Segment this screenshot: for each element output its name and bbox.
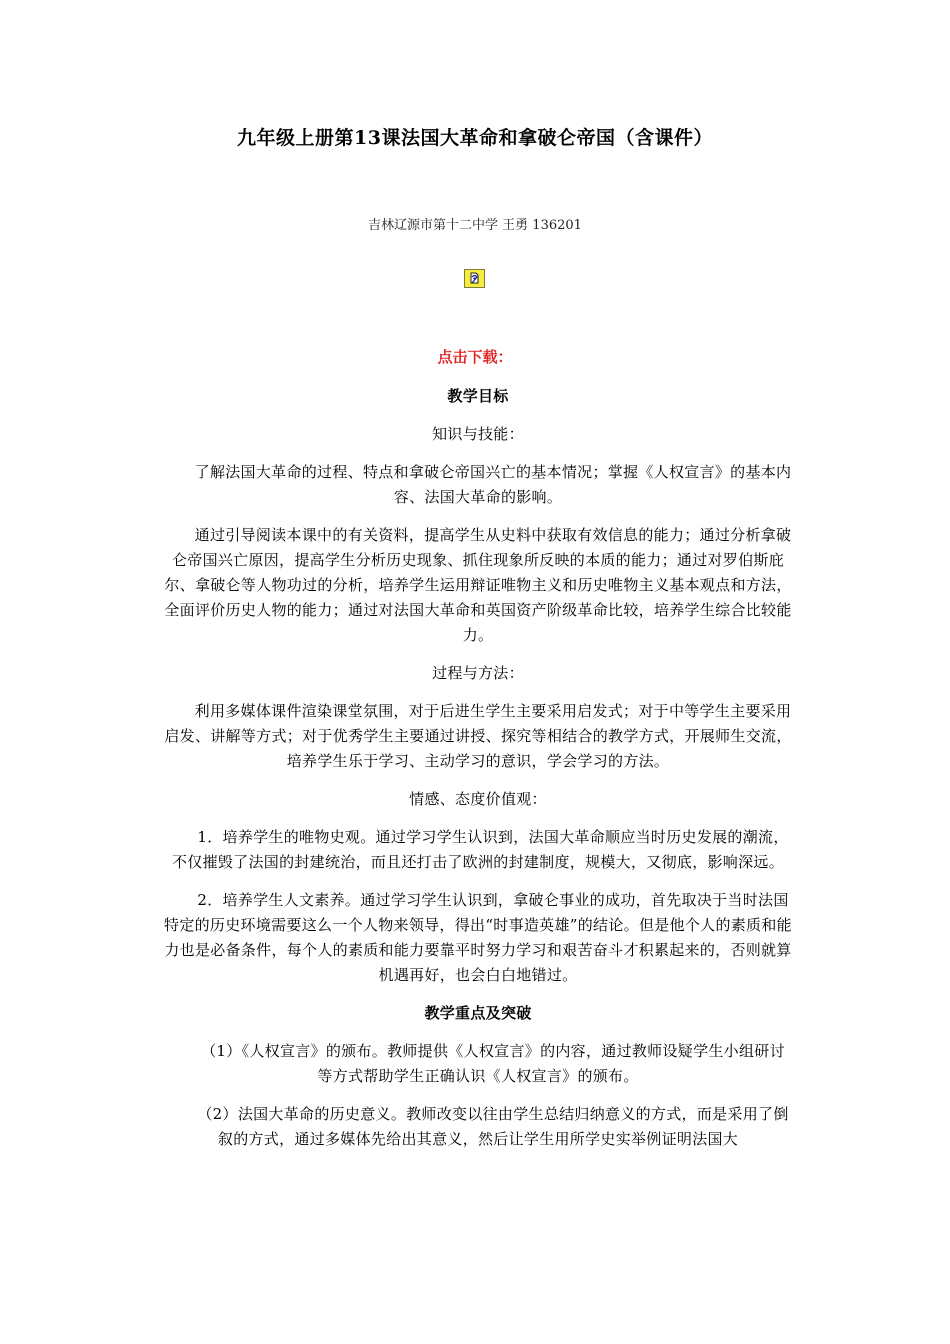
attachment-glyph-icon <box>467 271 482 286</box>
key-item-1: （1）《人权宣言》的颁布。教师提供《人权宣言》的内容，通过教师设疑学生小组研讨等方式帮助学生正确认识《人权宣言》的颁布。 <box>201 1042 785 1085</box>
key-item-2: （2）法国大革命的历史意义。教师改变以往由学生总结归纳意义的方式，而是采用了倒叙的方式，通过多媒体先给出其意义，然后让学生用所学史实举例证明法国大 <box>197 1105 789 1148</box>
document-title: 九年级上册第13课法国大革命和拿破仑帝国（含课件） <box>237 127 713 149</box>
key-heading: 教学重点及突破 <box>424 1004 532 1022</box>
author-line: 吉林辽源市第十二中学 王勇 136201 <box>368 218 582 233</box>
goals-heading: 教学目标 <box>447 387 509 405</box>
process-text: 利用多媒体课件渲染课堂氛围，对于后进生学生主要采用启发式；对于中等学生主要采用启发、讲解等方式；对于优秀学生主要通过讲授、探究等相结合的教学方式，开展师生交流，培养学生乐于学习、主动学习的意识，学会学习的方法。 <box>164 702 792 770</box>
download-link[interactable]: 点击下载： <box>437 348 513 366</box>
emotion-label: 情感、态度价值观： <box>409 790 547 808</box>
knowledge-label: 知识与技能： <box>432 425 524 443</box>
process-label: 过程与方法： <box>432 664 524 682</box>
emotion-item-2: 2．培养学生人文素养。通过学习学生认识到，拿破仑事业的成功，首先取决于当时法国特定的历史环境需要这么一个人物来领导，得出“时事造英雄”的结论。但是他个人的素质和能力也是必备条件，每个人的素质和能力要靠平时努力学习和艰苦奋斗才积累起来的，否则就算机遇再好，也会白白地错过。 <box>164 891 792 984</box>
ability-text: 通过引导阅读本课中的有关资料，提高学生从史料中获取有效信息的能力；通过分析拿破仑帝国兴亡原因，提高学生分析历史现象、抓住现象所反映的本质的能力；通过对罗伯斯庇尔、拿破仑等人物功过的分析，培养学生运用辩证唯物主义和历史唯物主义基本观点和方法，全面评价历史人物的能力；通过对法国大革命和英国资产阶级革命比较，培养学生综合比较能力。 <box>164 526 792 644</box>
document-body <box>164 384 792 1165</box>
emotion-item-1: 1．培养学生的唯物史观。通过学习学生认识到，法国大革命顺应当时历史发展的潮流，不仅摧毁了法国的封建统治，而且还打击了欧洲的封建制度，规模大，又彻底，影响深远。 <box>171 828 789 871</box>
knowledge-text: 了解法国大革命的过程、特点和拿破仑帝国兴亡的基本情况；掌握《人权宣言》的基本内容、法国大革命的影响。 <box>194 463 792 506</box>
packaged-file-icon[interactable] <box>464 269 485 288</box>
